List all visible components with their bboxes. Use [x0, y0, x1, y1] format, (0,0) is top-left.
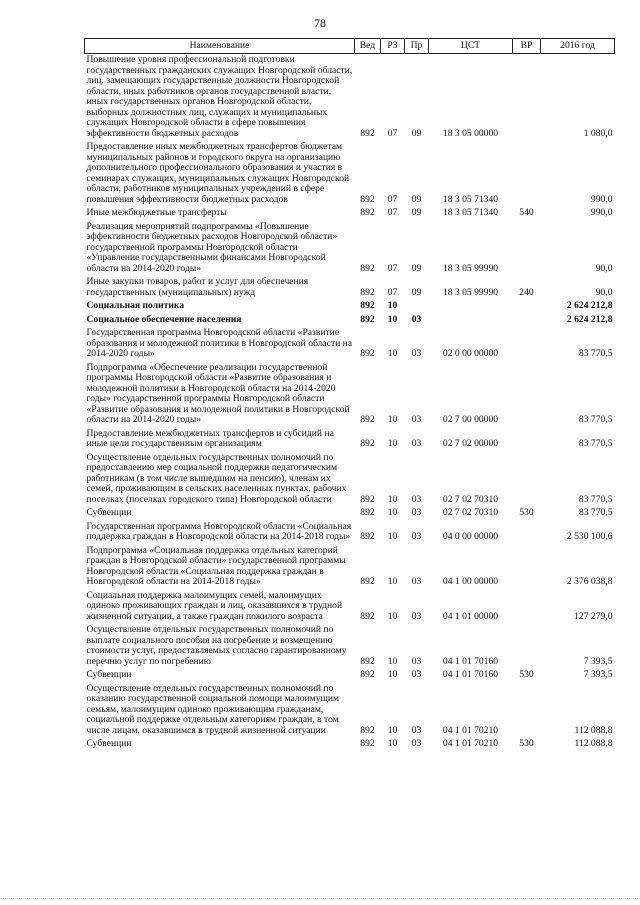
header-pr: Пр: [405, 39, 429, 54]
row-name: Иные межбюджетные трансферты: [86, 207, 227, 218]
table-row: [85, 276, 615, 300]
row-pr: 03: [411, 531, 422, 542]
row-name: Реализация мероприятий подпрограммы «Повышение эффективности бюджетных расходов Новгородской области» государственной программы Новгородской области «Управление государственными финансами Новгородской области на 2014-2020 годы»: [86, 220, 338, 274]
row-vr: 530: [519, 738, 534, 749]
row-cst: 02 7 00 00000: [442, 414, 499, 425]
page-number: 78: [314, 16, 326, 30]
row-cst: 18 3 05 71340: [442, 207, 499, 218]
row-pr: 09: [411, 127, 422, 139]
row-name: Государственная программа Новгородской области «Развитие образования и молодежной политики в Новгородской области на 2014-2020 годы»: [86, 327, 353, 359]
row-ved: 892: [360, 738, 375, 749]
row-cst: [429, 314, 513, 328]
row-vr: 530: [519, 669, 534, 680]
row-ved: 892: [360, 127, 375, 139]
row-ved: 892: [360, 313, 375, 325]
row-cst: [429, 300, 513, 314]
row-vr: [513, 300, 541, 314]
row-rz: 10: [387, 531, 398, 542]
row-ved: 892: [360, 610, 375, 622]
row-rz: 07: [387, 286, 398, 298]
row-amount: 83 770,5: [578, 348, 613, 359]
row-rz: 07: [387, 262, 398, 274]
row-vr: [513, 590, 541, 625]
row-cst: 04 1 01 00000: [442, 610, 499, 622]
row-vr: [513, 314, 541, 328]
row-vr: 530: [519, 507, 534, 518]
row-name: Субвенции: [86, 738, 132, 749]
row-cst: 04 1 01 70160: [442, 669, 499, 680]
row-rz: 10: [387, 655, 398, 667]
row-pr: 09: [411, 286, 422, 298]
table-row: [85, 590, 615, 625]
row-amount: 2 376 038,8: [566, 576, 613, 587]
row-amount: 83 770,5: [578, 438, 613, 449]
table-row: [85, 207, 615, 221]
row-name: Предоставление иных межбюджетных трансфертов бюджетам муниципальных районов и городского округа на организацию дополнительного профессионального образования и участия в семинарах служащих, муниципальных служащих Новгородской области, работников муниципальных учреждений в сфере повышения эффективности бюджетных расходов: [86, 141, 350, 205]
row-cst: 04 1 01 70210: [442, 738, 499, 749]
row-vr: [513, 141, 541, 207]
row-cst: 18 3 05 99990: [442, 286, 499, 298]
row-name: Социальное обеспечение населения: [86, 313, 242, 325]
row-ved: 892: [360, 507, 375, 518]
table-row: [85, 624, 615, 669]
row-amount: 112 088,8: [574, 724, 613, 736]
row-vr: [513, 428, 541, 452]
row-cst: 04 1 00 00000: [442, 576, 499, 587]
table-row: [85, 507, 615, 521]
row-name: Государственная программа Новгородской области «Социальная поддержка граждан в Новгородской области на 2014-2018 годы»: [86, 520, 352, 542]
row-name: Подпрограмма «Обеспечение реализации государственной программы Новгородской области «Развитие образования и молодежной политики в Новгородской области на 2014-2020 годы» государственной программы Новгородской области «Развитие образования и молодежной политики в Новгородской области на 2014-2020 годы»: [86, 361, 350, 425]
row-rz: 10: [387, 610, 398, 622]
row-cst: 02 7 02 00000: [442, 438, 499, 449]
row-cst: 04 1 01 70160: [442, 655, 499, 667]
row-ved: 892: [360, 207, 375, 218]
row-rz: 07: [387, 207, 398, 218]
row-name: Социальная политика: [86, 300, 185, 311]
row-pr: [405, 300, 429, 314]
header-vr: ВР: [513, 39, 541, 54]
table-row: [85, 300, 615, 314]
table-row: [85, 327, 615, 362]
row-vr: [513, 221, 541, 277]
row-name: Повышение уровня профессиональной подготовки государственных гражданских служащих Новгородской области, лиц, замещающих государственные должности Новгородской области, иных работников органов государственной власти, иных государственных органов Новгородской области, выборных должностных лиц, служащих и муниципальных служащих Новгородской области в сфере повышения эффективности бюджетных расходов: [86, 54, 353, 139]
table-row: [85, 141, 615, 207]
row-amount: 2 624 212,8: [566, 313, 613, 325]
row-vr: [513, 54, 541, 142]
row-rz: 10: [387, 300, 398, 311]
row-name: Субвенции: [86, 507, 132, 518]
row-ved: 892: [360, 300, 375, 311]
header-rz: РЗ: [381, 39, 405, 54]
table-row: [85, 683, 615, 739]
row-amount: 2 530 100,6: [566, 531, 613, 542]
row-amount: 2 624 212,8: [566, 300, 613, 311]
row-rz: 10: [387, 348, 398, 359]
row-amount: 127 279,0: [574, 610, 613, 622]
row-vr: [513, 683, 541, 739]
row-pr: 03: [411, 414, 422, 425]
header-year: 2016 год: [541, 39, 615, 54]
row-ved: 892: [360, 576, 375, 587]
header-ved: Вед: [355, 39, 381, 54]
table-row: [85, 221, 615, 277]
table-row: [85, 669, 615, 683]
row-name: Подпрограмма «Социальная поддержка отдельных категорий граждан в Новгородской области» государственной программы Новгородской области «Социальная поддержка граждан в Новгородской области на 2014-2018 годы»: [86, 544, 346, 587]
row-amount: 112 088,8: [574, 738, 613, 749]
row-pr: 03: [411, 669, 422, 680]
table-row: [85, 521, 615, 545]
row-amount: 90,0: [595, 262, 613, 274]
row-pr: 03: [411, 610, 422, 622]
table-row: [85, 428, 615, 452]
row-ved: 892: [360, 724, 375, 736]
row-name: Субвенции: [86, 669, 132, 680]
row-pr: 03: [411, 348, 422, 359]
table-body: [85, 54, 615, 752]
row-rz: 10: [387, 438, 398, 449]
row-ved: 892: [360, 348, 375, 359]
row-amount: 83 770,5: [578, 414, 613, 425]
row-ved: 892: [360, 193, 375, 205]
row-amount: 1 080,0: [583, 127, 613, 139]
row-ved: 892: [360, 262, 375, 274]
row-name: Предоставление межбюджетных трансфертов и субсидий на иные цели государственным организациям: [86, 427, 334, 449]
row-vr: [513, 545, 541, 590]
row-rz: 10: [387, 724, 398, 736]
row-pr: 03: [411, 724, 422, 736]
row-cst: 02 0 00 00000: [442, 348, 499, 359]
row-vr: [513, 362, 541, 428]
row-pr: 03: [411, 438, 422, 449]
row-ved: 892: [360, 669, 375, 680]
row-name: Иные закупки товаров, работ и услуг для обеспечения государственных (муниципальных) нужд: [86, 276, 309, 298]
budget-table: [84, 38, 615, 752]
row-ved: 892: [360, 493, 375, 505]
table-row: [85, 738, 615, 752]
row-pr: 09: [411, 262, 422, 274]
row-cst: 18 3 05 00000: [442, 127, 499, 139]
row-ved: 892: [360, 438, 375, 449]
row-amount: 83 770,5: [578, 507, 613, 518]
scan-edge: [0, 898, 640, 905]
table-row: [85, 545, 615, 590]
row-vr: [513, 521, 541, 545]
table-row: [85, 362, 615, 428]
row-cst: 02 7 02 70310: [442, 493, 499, 505]
row-pr: 09: [411, 207, 422, 218]
row-pr: 03: [411, 655, 422, 667]
row-amount: 90,0: [595, 286, 613, 298]
header-cst: ЦСТ: [429, 39, 513, 54]
row-name: Осуществление отдельных государственных полномочий по предоставлению мер социальной поддержки педагогическим работникам (в том числе вышедшим на пенсию), членам их семей, проживающим в сельских населенных пунктах, рабочих поселках (поселках городского типа) Новгородской области: [86, 451, 347, 505]
row-amount: 990,0: [590, 193, 613, 205]
row-vr: 540: [519, 207, 534, 218]
row-rz: 10: [387, 493, 398, 505]
header-name: Наименование: [85, 39, 355, 54]
row-amount: 83 770,5: [578, 493, 613, 505]
row-ved: 892: [360, 531, 375, 542]
row-name: Осуществление отдельных государственных полномочий по выплате социального пособия на погребение и возмещению стоимости услуг, предоставляемых согласно гарантированному перечню услуг по погребению: [86, 624, 347, 667]
row-rz: 10: [387, 414, 398, 425]
row-rz: 10: [387, 738, 398, 749]
table-row: [85, 452, 615, 508]
row-rz: 10: [387, 313, 398, 325]
row-ved: 892: [360, 286, 375, 298]
row-amount: 7 393,5: [583, 669, 613, 680]
row-ved: 892: [360, 414, 375, 425]
row-vr: [513, 327, 541, 362]
row-pr: 03: [411, 738, 422, 749]
row-vr: [513, 452, 541, 508]
row-pr: 03: [411, 507, 422, 518]
row-cst: 04 0 00 00000: [442, 531, 499, 542]
row-rz: 07: [387, 127, 398, 139]
row-rz: 10: [387, 576, 398, 587]
row-pr: 09: [411, 193, 422, 205]
row-pr: 03: [411, 493, 422, 505]
row-vr: [513, 624, 541, 669]
row-amount: 7 393,5: [583, 655, 613, 667]
row-ved: 892: [360, 655, 375, 667]
row-rz: 10: [387, 507, 398, 518]
table-header-row: [85, 39, 615, 54]
row-pr: 03: [411, 313, 422, 325]
row-vr: 240: [519, 286, 534, 298]
row-rz: 10: [387, 669, 398, 680]
row-cst: 02 7 02 70310: [442, 507, 499, 518]
row-rz: 07: [387, 193, 398, 205]
table-row: [85, 314, 615, 328]
row-pr: 03: [411, 576, 422, 587]
row-cst: 18 3 05 99990: [442, 262, 499, 274]
row-name: Осуществление отдельных государственных полномочий по оказанию государственной социальной помощи малоимущим семьям, малоимущим одиноко проживающим гражданам, социальной поддержке отдельным категориям граждан, в том числе лицам, оказавшимся в трудной жизненной ситуации: [86, 682, 340, 736]
row-name: Социальная поддержка малоимущих семей, малоимущих одиноко проживающих граждан и лиц, оказавшихся в трудной жизненной ситуации, а также граждан пожилого возраста: [86, 589, 343, 622]
row-cst: 04 1 01 70210: [442, 724, 499, 736]
row-cst: 18 3 05 71340: [442, 193, 499, 205]
table-row: [85, 54, 615, 142]
row-amount: 990,0: [590, 207, 613, 218]
